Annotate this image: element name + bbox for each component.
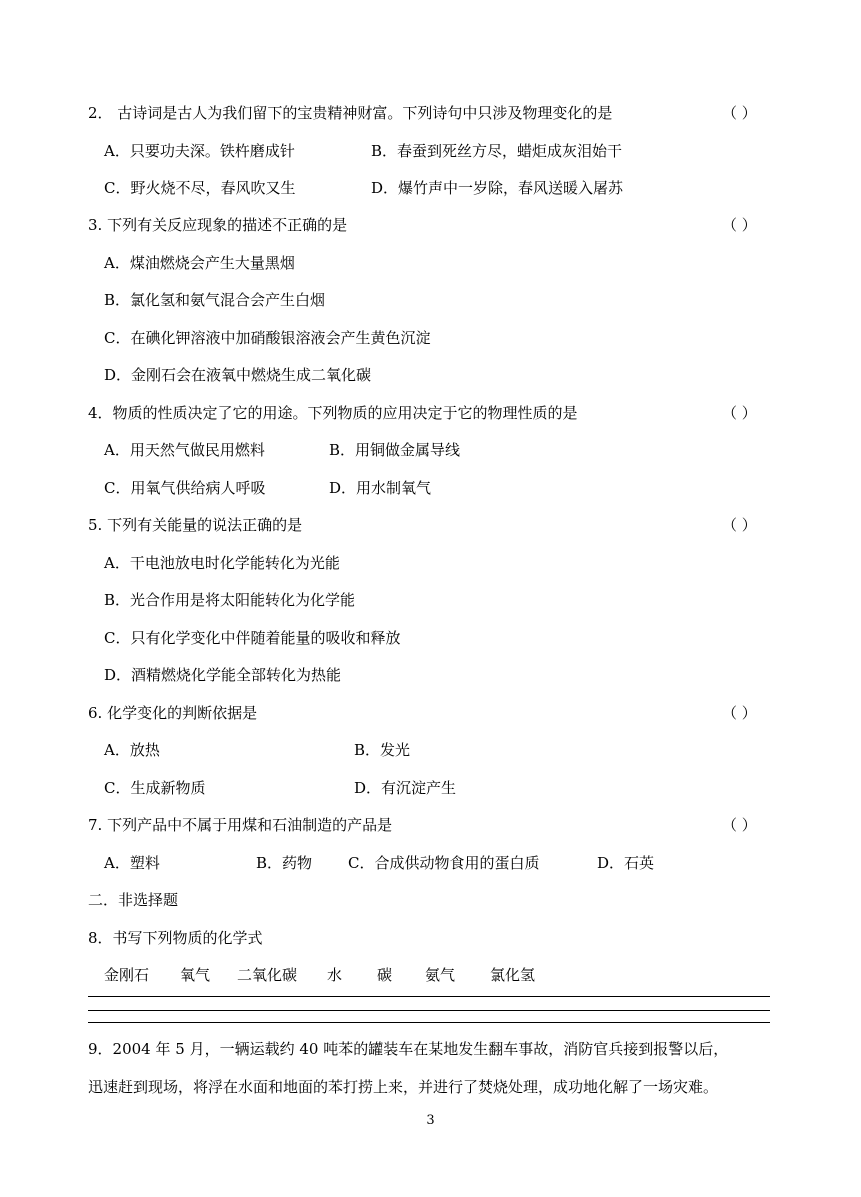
q6-option-a: A．放热 bbox=[104, 741, 160, 759]
q2-option-d: D．爆竹声中一岁除，春风送暖入屠苏 bbox=[371, 179, 624, 197]
q4-option-d: D．用水制氧气 bbox=[329, 479, 432, 497]
q3-option-a: A．煤油燃烧会产生大量黑烟 bbox=[104, 254, 295, 272]
q8-item-oxygen: 氧气 bbox=[180, 966, 211, 984]
q4-stem: 4．物质的性质决定了它的用途。下列物质的应用决定于它的物理性质的是 bbox=[88, 404, 578, 422]
q2-stem: 2． 古诗词是古人为我们留下的宝贵精神财富。下列诗句中只涉及物理变化的是 bbox=[88, 104, 613, 122]
q8-item-carbon: 碳 bbox=[377, 966, 393, 984]
q4-option-a: A．用天然气做民用燃料 bbox=[104, 441, 265, 459]
q5-stem: 5. 下列有关能量的说法正确的是 bbox=[88, 516, 303, 534]
q3-option-d: D．金刚石会在液氧中燃烧生成二氧化碳 bbox=[104, 366, 372, 384]
q7-option-b: B．药物 bbox=[256, 854, 313, 872]
q5-option-b: B．光合作用是将太阳能转化为化学能 bbox=[104, 591, 356, 609]
q7-option-d: D．石英 bbox=[597, 854, 655, 872]
q6-stem: 6. 化学变化的判断依据是 bbox=[88, 704, 258, 722]
q3-answer-paren: （ ） bbox=[722, 216, 757, 234]
q6-option-d: D．有沉淀产生 bbox=[354, 779, 457, 797]
answer-line-2 bbox=[88, 1010, 770, 1011]
q3-option-b: B．氯化氢和氨气混合会产生白烟 bbox=[104, 291, 326, 309]
q2-option-a: A．只要功夫深。铁杵磨成针 bbox=[104, 142, 295, 160]
q7-stem: 7. 下列产品中不属于用煤和石油制造的产品是 bbox=[88, 816, 393, 834]
q9-text-line-2: 迅速赶到现场，将浮在水面和地面的苯打捞上来，并进行了焚烧处理，成功地化解了一场灾难。 bbox=[88, 1078, 719, 1096]
q5-option-c: C．只有化学变化中伴随着能量的吸收和释放 bbox=[104, 629, 401, 647]
q8-item-ammonia: 氨气 bbox=[425, 966, 456, 984]
page-number: 3 bbox=[426, 1113, 435, 1128]
q8-item-hydrogen-chloride: 氯化氢 bbox=[490, 966, 536, 984]
q2-option-c: C．野火烧不尽，春风吹又生 bbox=[104, 179, 296, 197]
q3-stem: 3. 下列有关反应现象的描述不正确的是 bbox=[88, 216, 348, 234]
q4-option-c: C．用氧气供给病人呼吸 bbox=[104, 479, 266, 497]
q4-option-b: B．用铜做金属导线 bbox=[329, 441, 461, 459]
q3-option-c: C．在碘化钾溶液中加硝酸银溶液会产生黄色沉淀 bbox=[104, 329, 431, 347]
q5-answer-paren: （ ） bbox=[722, 516, 757, 534]
q5-option-d: D．酒精燃烧化学能全部转化为热能 bbox=[104, 666, 342, 684]
q4-answer-paren: （ ） bbox=[722, 404, 757, 422]
answer-line-3 bbox=[88, 1022, 770, 1023]
section-heading: 二．非选择题 bbox=[88, 891, 179, 909]
q8-stem: 8．书写下列物质的化学式 bbox=[88, 929, 263, 947]
q8-item-water: 水 bbox=[327, 966, 343, 984]
q6-option-b: B．发光 bbox=[354, 741, 411, 759]
q9-text-line-1: 9．2004 年 5 月，一辆运载约 40 吨苯的罐装车在某地发生翻车事故，消防官兵接到报警以后， bbox=[88, 1040, 729, 1058]
q6-answer-paren: （ ） bbox=[722, 704, 757, 722]
q5-option-a: A．干电池放电时化学能转化为光能 bbox=[104, 554, 340, 572]
q6-option-c: C．生成新物质 bbox=[104, 779, 206, 797]
q2-option-b: B．春蚕到死丝方尽，蜡炬成灰泪始干 bbox=[371, 142, 623, 160]
q8-item-diamond: 金刚石 bbox=[104, 966, 150, 984]
q7-option-c: C．合成供动物食用的蛋白质 bbox=[348, 854, 540, 872]
q8-item-carbon-dioxide: 二氧化碳 bbox=[237, 966, 298, 984]
answer-line-1 bbox=[88, 996, 770, 997]
q7-answer-paren: （ ） bbox=[722, 816, 757, 834]
q7-option-a: A．塑料 bbox=[104, 854, 160, 872]
q2-answer-paren: （ ） bbox=[722, 104, 757, 122]
